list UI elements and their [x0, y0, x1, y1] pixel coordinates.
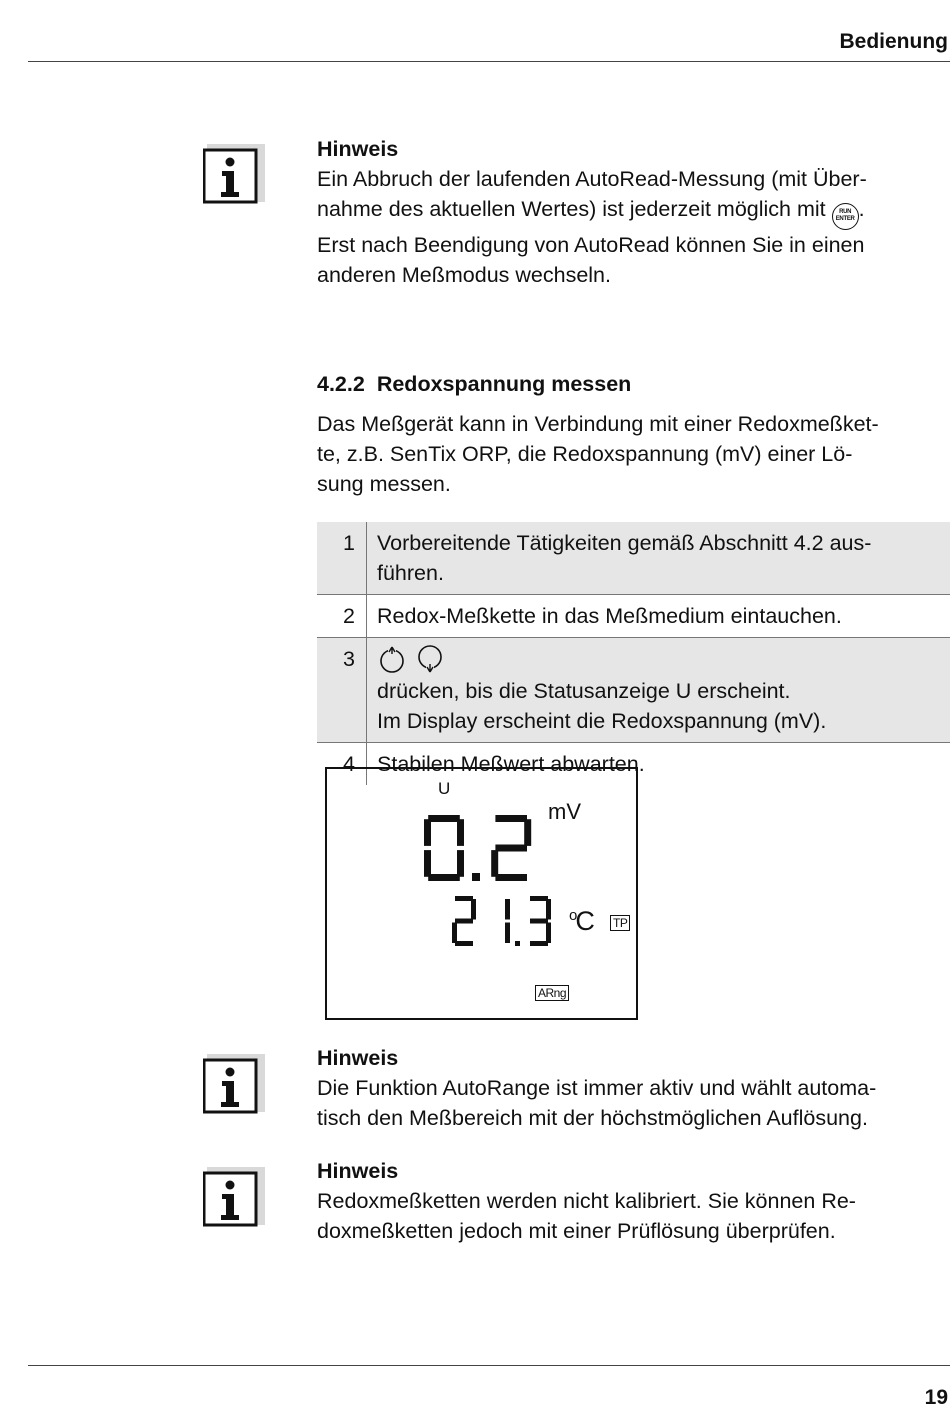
lcd-segment [455, 919, 473, 924]
celsius-letter: C [575, 906, 595, 936]
step-line: Stabilen Meßwert abwarten. [377, 752, 645, 776]
page-header-title: Bedienung [839, 30, 948, 53]
lcd-segment [428, 874, 460, 881]
temperature-digit [530, 896, 551, 946]
note-line: doxmeßketten jedoch mit einer Prüflösung überprüfen. [317, 1219, 836, 1243]
intro-line: te, z.B. SenTix ORP, die Redoxspannung (mV) einer Lö- [317, 442, 853, 466]
lcd-segment [495, 874, 527, 881]
lcd-temperature-unit [569, 906, 595, 937]
info-icon [203, 1054, 265, 1116]
intro-line: sung messen. [317, 472, 451, 496]
info-icon [203, 1167, 265, 1229]
lcd-display [325, 767, 638, 1020]
note-line: tisch den Meßbereich mit der höchstmöglichen Auflösung. [317, 1106, 868, 1130]
lcd-segment [452, 923, 457, 944]
lcd-segment [457, 850, 464, 877]
step-line: Redox-Meßkette in das Meßmedium eintauchen. [377, 604, 842, 628]
page-number: 19 [924, 1386, 948, 1409]
step-line: Vorbereitende Tätigkeiten gemäß Abschnitt 4.2 aus- [377, 531, 872, 555]
step-number: 3 [317, 638, 367, 742]
lcd-segment [424, 850, 431, 877]
step-row [317, 522, 950, 595]
note-line: Die Funktion AutoRange ist immer aktiv und wählt automa- [317, 1076, 877, 1100]
main-value-digit [424, 815, 464, 881]
step-line-text: drücken, bis die Statusanzeige U erscheint. [377, 679, 791, 703]
lcd-digits [327, 769, 640, 1022]
note-line-text: . [858, 197, 865, 221]
step-number: 1 [317, 522, 367, 594]
note-title: Hinweis [317, 1046, 399, 1070]
step-line [377, 644, 950, 706]
note-title: Hinweis [317, 137, 399, 161]
lcd-segment [505, 923, 510, 944]
lcd-segment [424, 819, 431, 846]
arng-badge: ARng [535, 985, 569, 1001]
footer-rule [28, 1365, 950, 1366]
step-number: 4 [317, 743, 367, 785]
tp-badge: TP [610, 915, 630, 931]
run-enter-key-icon [832, 203, 859, 230]
lcd-segment [428, 815, 460, 822]
section-intro [317, 409, 947, 499]
up-arrow-key-icon [377, 644, 407, 674]
down-arrow-key-icon [415, 644, 445, 674]
note-line-text: nahme des aktuellen Wertes) ist jederzeit möglich mit [317, 197, 826, 221]
step-text [367, 522, 950, 594]
note-autoread [317, 134, 947, 290]
temperature-digit [452, 896, 476, 946]
lcd-segment [530, 941, 548, 946]
note-line-with-key [317, 194, 947, 230]
lcd-segment [495, 845, 527, 852]
note-autorange [317, 1043, 947, 1133]
note-title: Hinweis [317, 1159, 399, 1183]
lcd-segment [491, 850, 498, 877]
step-number: 2 [317, 595, 367, 637]
key-label: RUN [839, 209, 852, 215]
temperature-digit [505, 899, 510, 943]
lcd-segment [546, 923, 551, 944]
section-heading [317, 372, 631, 397]
lcd-decimal-point [515, 941, 520, 946]
step-text [367, 638, 950, 742]
lcd-segment [455, 896, 473, 901]
step-line: führen. [377, 561, 444, 585]
note-line: Erst nach Beendigung von AutoRead können Sie in einen [317, 233, 865, 257]
note-line: Ein Abbruch der laufenden AutoRead-Messung (mit Über- [317, 167, 867, 191]
degree-mark: o [569, 907, 578, 924]
section-number: 4.2.2 [317, 372, 365, 396]
step-line: Im Display erscheint die Redoxspannung (mV). [377, 709, 827, 733]
lcd-segment [471, 899, 476, 920]
lcd-segment [455, 941, 473, 946]
lcd-segment [457, 819, 464, 846]
key-label: ENTER [835, 216, 855, 222]
steps-table [317, 522, 950, 785]
lcd-segment [524, 819, 531, 846]
lcd-segment [530, 919, 548, 924]
note-line: anderen Meßmodus wechseln. [317, 263, 611, 287]
intro-line: Das Meßgerät kann in Verbindung mit einer Redoxmeßket- [317, 412, 879, 436]
section-title: Redoxspannung messen [376, 372, 632, 396]
lcd-unit: mV [548, 799, 581, 824]
step-row [317, 595, 950, 638]
main-value-digit [491, 815, 531, 881]
lcd-segment [530, 896, 548, 901]
lcd-segment [495, 815, 527, 822]
lcd-segment [505, 899, 510, 920]
header-rule [28, 61, 950, 62]
step-row [317, 638, 950, 743]
lcd-status-indicator: U [438, 779, 451, 798]
note-line: Redoxmeßketten werden nicht kalibriert. Sie können Re- [317, 1189, 856, 1213]
lcd-segment [546, 899, 551, 920]
note-calibration [317, 1156, 947, 1246]
step-text [367, 595, 950, 637]
info-icon [203, 144, 265, 206]
lcd-decimal-point [472, 873, 480, 881]
